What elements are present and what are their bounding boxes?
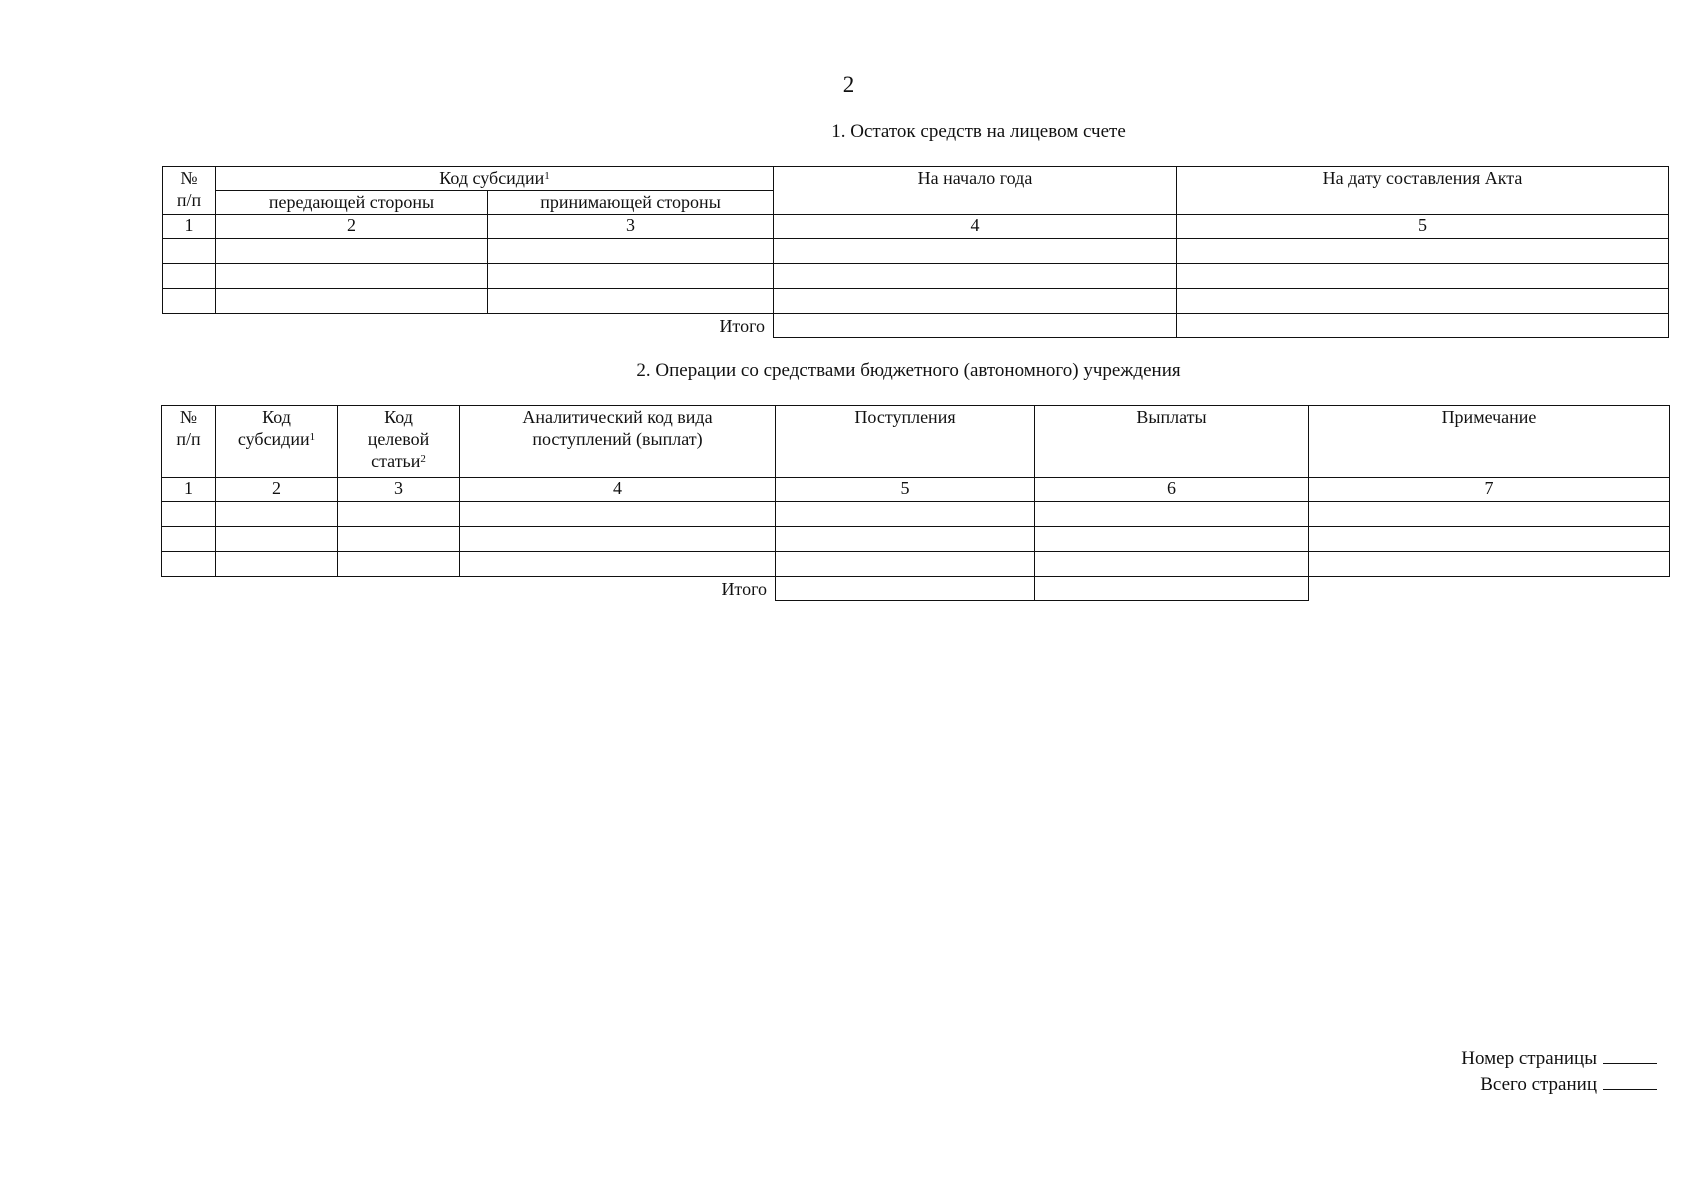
column-number: 4 bbox=[774, 215, 1177, 239]
table-cell[interactable] bbox=[216, 502, 338, 527]
table-cell[interactable] bbox=[216, 289, 488, 314]
target-code-line3: статьи bbox=[371, 451, 421, 471]
column-number: 5 bbox=[1177, 215, 1669, 239]
analytic-code-line2: поступлений (выплат) bbox=[532, 429, 703, 449]
table-cell[interactable] bbox=[460, 527, 776, 552]
table-cell[interactable] bbox=[1035, 527, 1309, 552]
num-header bbox=[162, 406, 216, 478]
column-number: 5 bbox=[776, 478, 1035, 502]
total-row bbox=[163, 314, 1669, 338]
table-cell[interactable] bbox=[338, 527, 460, 552]
num-header bbox=[163, 167, 216, 215]
note-header: Примечание bbox=[1309, 406, 1670, 478]
column-numbers-row bbox=[162, 478, 1670, 502]
page-number-line bbox=[1461, 1045, 1657, 1071]
analytic-code-line1: Аналитический код вида bbox=[522, 407, 713, 427]
total-empty-cell bbox=[1309, 577, 1670, 601]
total-label: Итого bbox=[719, 315, 765, 336]
receiving-side-header: принимающей стороны bbox=[488, 191, 774, 215]
table-cell[interactable] bbox=[1035, 502, 1309, 527]
table-cell[interactable] bbox=[162, 552, 216, 577]
footnote-ref: 2 bbox=[420, 453, 426, 465]
table-row bbox=[162, 552, 1670, 577]
table-cell[interactable] bbox=[1309, 502, 1670, 527]
num-header-top: № bbox=[179, 407, 198, 427]
table-cell[interactable] bbox=[216, 239, 488, 264]
table-cell[interactable] bbox=[216, 264, 488, 289]
table-row bbox=[162, 502, 1670, 527]
table-cell[interactable] bbox=[1177, 239, 1669, 264]
table-cell[interactable] bbox=[776, 552, 1035, 577]
table-cell[interactable] bbox=[1035, 552, 1309, 577]
table-cell[interactable] bbox=[1177, 264, 1669, 289]
column-number: 7 bbox=[1309, 478, 1670, 502]
column-number: 3 bbox=[488, 215, 774, 239]
total-cell-payments[interactable] bbox=[1035, 577, 1309, 601]
table-header-row bbox=[162, 406, 1670, 478]
table-cell[interactable] bbox=[488, 289, 774, 314]
total-row bbox=[162, 577, 1670, 601]
num-header-top: № bbox=[180, 168, 198, 188]
total-cell-receipts[interactable] bbox=[776, 577, 1035, 601]
page-number: 2 bbox=[842, 72, 855, 97]
total-pages-blank[interactable] bbox=[1603, 1071, 1657, 1090]
table-row bbox=[163, 264, 1669, 289]
table-cell[interactable] bbox=[338, 502, 460, 527]
table-cell[interactable] bbox=[460, 502, 776, 527]
column-number: 6 bbox=[1035, 478, 1309, 502]
target-code-header bbox=[338, 406, 460, 478]
act-date-header: На дату составления Акта bbox=[1177, 167, 1669, 215]
subsidy-code-header bbox=[216, 406, 338, 478]
column-number: 2 bbox=[216, 215, 488, 239]
table-cell[interactable] bbox=[216, 552, 338, 577]
footnote-ref: 1 bbox=[309, 431, 316, 443]
table-row bbox=[163, 289, 1669, 314]
table-cell[interactable] bbox=[776, 502, 1035, 527]
table-cell[interactable] bbox=[1309, 552, 1670, 577]
table-cell[interactable] bbox=[163, 264, 216, 289]
table-cell[interactable] bbox=[1309, 527, 1670, 552]
subsidy-code-top: Код bbox=[262, 407, 291, 427]
footnote-ref: 1 bbox=[544, 170, 550, 182]
table-cell[interactable] bbox=[162, 527, 216, 552]
target-code-line2: целевой bbox=[367, 429, 430, 449]
column-number: 2 bbox=[216, 478, 338, 502]
column-number: 1 bbox=[163, 215, 216, 239]
table-cell[interactable] bbox=[774, 264, 1177, 289]
total-pages-label: Всего страниц bbox=[1480, 1074, 1597, 1095]
section-1-title: 1. Остаток средств на лицевом счете bbox=[831, 121, 1126, 142]
section-2-title: 2. Операции со средствами бюджетного (автономного) учреждения bbox=[636, 360, 1181, 381]
table-cell[interactable] bbox=[163, 289, 216, 314]
receipts-header: Поступления bbox=[776, 406, 1035, 478]
table-cell[interactable] bbox=[460, 552, 776, 577]
table-cell[interactable] bbox=[338, 552, 460, 577]
subsidy-code-label: Код субсидии bbox=[439, 168, 545, 188]
total-cell-start-year[interactable] bbox=[774, 314, 1177, 338]
subsidy-code-header bbox=[216, 167, 774, 191]
start-year-header: На начало года bbox=[774, 167, 1177, 215]
table-cell[interactable] bbox=[1177, 289, 1669, 314]
table-cell[interactable] bbox=[488, 264, 774, 289]
transferring-side-header: передающей стороны bbox=[216, 191, 488, 215]
table-row bbox=[162, 527, 1670, 552]
table-cell[interactable] bbox=[488, 239, 774, 264]
num-header-bottom: п/п bbox=[176, 429, 201, 449]
table-cell[interactable] bbox=[774, 239, 1177, 264]
page-footer bbox=[1461, 1045, 1657, 1097]
page-number-label: Номер страницы bbox=[1461, 1048, 1597, 1069]
balance-table bbox=[162, 166, 1669, 338]
total-cell-act-date[interactable] bbox=[1177, 314, 1669, 338]
analytic-code-header bbox=[460, 406, 776, 478]
column-numbers-row bbox=[163, 215, 1669, 239]
column-number: 1 bbox=[162, 478, 216, 502]
table-header-row bbox=[163, 167, 1669, 191]
table-cell[interactable] bbox=[776, 527, 1035, 552]
column-number: 3 bbox=[338, 478, 460, 502]
target-code-line1: Код bbox=[384, 407, 413, 427]
payments-header: Выплаты bbox=[1035, 406, 1309, 478]
page-number-blank[interactable] bbox=[1603, 1045, 1657, 1064]
subsidy-code-bottom: субсидии bbox=[237, 429, 310, 449]
operations-table bbox=[161, 405, 1670, 601]
table-cell[interactable] bbox=[163, 239, 216, 264]
table-cell[interactable] bbox=[216, 527, 338, 552]
table-row bbox=[163, 239, 1669, 264]
num-header-bottom: п/п bbox=[176, 190, 202, 210]
table-cell[interactable] bbox=[162, 502, 216, 527]
total-pages-line bbox=[1461, 1071, 1657, 1097]
total-label: Итого bbox=[721, 578, 767, 599]
table-cell[interactable] bbox=[774, 289, 1177, 314]
column-number: 4 bbox=[460, 478, 776, 502]
